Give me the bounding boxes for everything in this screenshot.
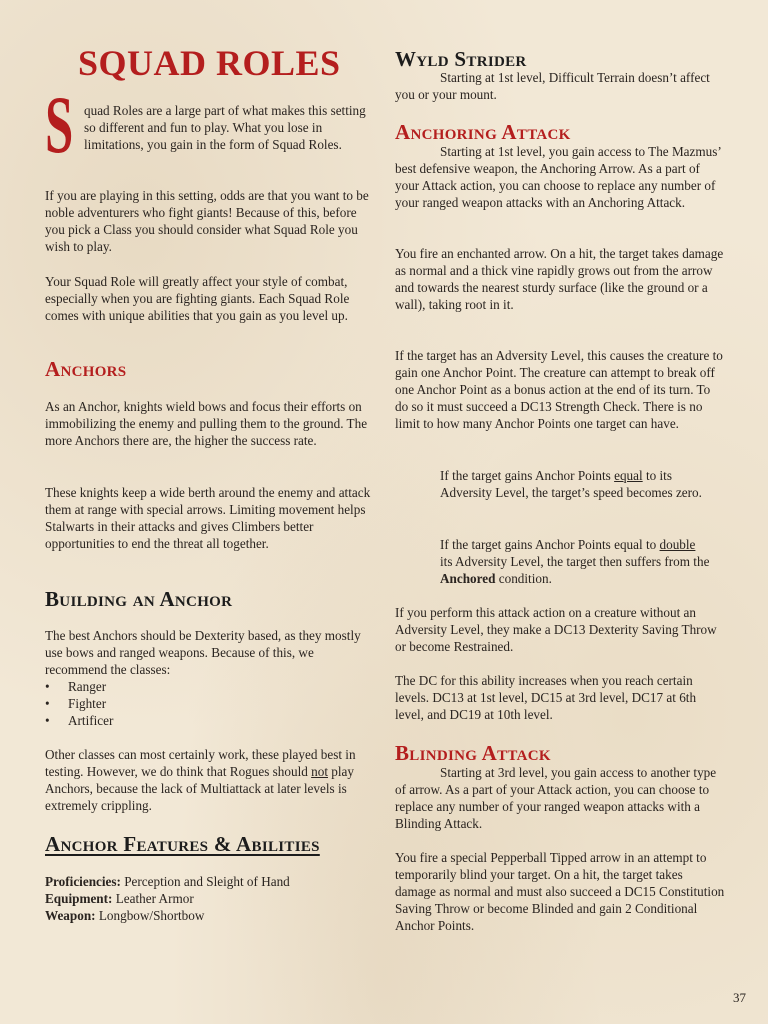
blinding-paragraph-2: You fire a special Pepperball Tipped arrow in an attempt to temporarily blind your target. On a hit, the target takes damage as normal and must also succeed a DC15 Constitution Saving Throw or become Blinded and gain 2 Conditional Anchor Points. [395, 850, 725, 933]
blinding-attack-heading: Blinding Attack [395, 741, 551, 765]
anchoring-paragraph-4: If you perform this attack action on a creature without an Adversity Level, they make a DC13 Dexterity Saving Throw or become Restrained. [395, 605, 717, 654]
anchoring-paragraph-3: If the target has an Adversity Level, this causes the creature to gain one Anchor Point. The creature can attempt to break off one Anchor Point as a bonus action at the end of its turn. To do so it must succeed a DC13 Strength Check. There is no limit to how many Anchor Points one target can have. [395, 348, 723, 431]
building-paragraph-2: Other classes can most certainly work, these played best in testing. However, we do think that Rogues should not play Anchors, because the lack of Multiattack at later levels is extremely crippling. [45, 747, 356, 813]
drop-cap: S [45, 79, 74, 170]
bullet-icon: • [45, 679, 50, 694]
list-item: • Fighter [45, 696, 107, 711]
anchors-paragraph-1: As an Anchor, knights wield bows and focus their efforts on immobilizing the enemy and pulling them to the ground. The more Anchors there are, the higher the success rate. [45, 399, 368, 448]
page-number: 37 [733, 990, 746, 1005]
list-item: • Ranger [45, 679, 107, 694]
equipment-line: Equipment: Leather Armor [45, 891, 194, 906]
features-heading: Anchor Features & Abilities [45, 832, 320, 856]
bullet-icon: • [45, 696, 50, 711]
building-heading: Building an Anchor [45, 587, 233, 611]
building-paragraph-1: The best Anchors should be Dexterity based, as they mostly use bows and ranged weapons. Because of this, we recommend the classes: [45, 628, 361, 677]
anchors-paragraph-2: These knights keep a wide berth around the enemy and attack them at range with special arrows. Limiting movement helps Stalwarts in their attacks and gives Climbers better opportunities to end the threat all together. [45, 485, 371, 551]
anchors-heading: Anchors [45, 357, 127, 381]
anchor-rule-equal: If the target gains Anchor Points equal to its Adversity Level, the target’s speed becomes zero. [440, 468, 702, 500]
anchoring-attack-heading: Anchoring Attack [395, 120, 571, 144]
anchoring-paragraph-2: You fire an enchanted arrow. On a hit, the target takes damage as normal and a thick vine rapidly grows out from the arrow and towards the nearest sturdy surface (like the ground or a wall), taking root in it. [395, 246, 724, 312]
blinding-paragraph-1: Starting at 3rd level, you gain access to another type of arrow. As a part of your Attack action, you can choose to replace any number of your ranged weapon attacks with a Blinding Attack. [395, 765, 717, 831]
proficiencies-line: Proficiencies: Perception and Sleight of Hand [45, 874, 290, 889]
intro-paragraph-3: Your Squad Role will greatly affect your style of combat, especially when you are fighting giants. Each Squad Role comes with unique abilities that you gain as you level up. [45, 274, 350, 323]
intro-paragraph-2: If you are playing in this setting, odds are that you want to be noble adventurers who fight giants! Because of this, before you pick a Class you should consider what Squad Role you wish to play. [45, 188, 369, 254]
class-list [45, 678, 345, 729]
wyld-strider-heading: Wyld Strider [395, 47, 527, 71]
bullet-icon: • [45, 713, 50, 728]
anchoring-paragraph-1: Starting at 1st level, you gain access to The Mazmus’ best defensive weapon, the Anchoring Arrow. As a part of your Attack action, you can choose to replace any number of your ranged weapon attacks with an Anchoring Attack. [395, 144, 721, 210]
weapon-line: Weapon: Longbow/Shortbow [45, 908, 205, 923]
wyld-strider-text: Starting at 1st level, Difficult Terrain doesn’t affect you or your mount. [395, 70, 710, 102]
anchoring-paragraph-5: The DC for this ability increases when you reach certain levels. DC13 at 1st level, DC15 at 3rd level, DC17 at 6th level, and DC19 at 10th level. [395, 673, 697, 722]
intro-paragraph-1: quad Roles are a large part of what makes this setting so different and fun to play. What you lose in limitations, you gain in the form of Squad Roles. [84, 103, 366, 152]
list-item: • Artificer [45, 713, 114, 728]
page-title: SQUAD ROLES [78, 43, 341, 83]
anchor-rule-double: If the target gains Anchor Points equal to double its Adversity Level, the target then suffers from the Anchored condition. [440, 537, 710, 586]
